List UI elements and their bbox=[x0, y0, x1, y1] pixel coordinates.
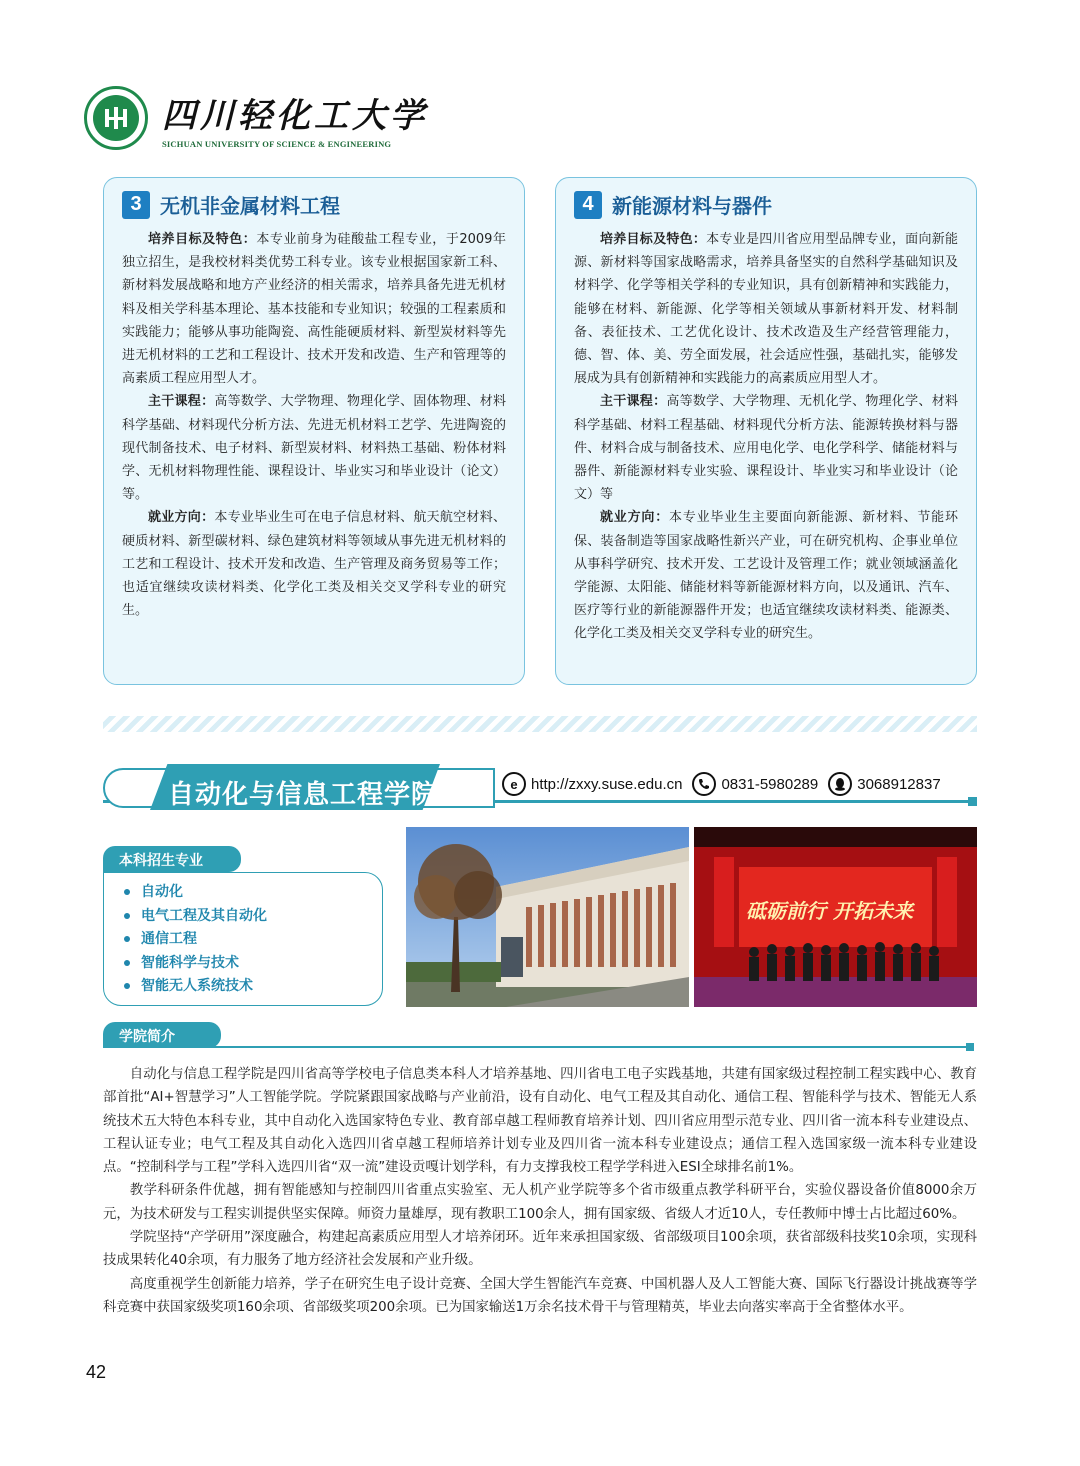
college-name: 自动化与信息工程学院 bbox=[168, 780, 439, 810]
program-card-4 bbox=[555, 177, 977, 685]
university-logo bbox=[84, 86, 428, 150]
intro-label: 学院简介 bbox=[103, 1022, 221, 1048]
logo-chinese-name: 四川轻化工大学 bbox=[162, 95, 428, 136]
major-item: 通信工程 bbox=[124, 928, 267, 952]
intro-paragraph: 教学科研条件优越，拥有智能感知与控制四川省重点实验室、无人机产业学院等多个省市级重点教学科研平台，实验仪器设备价值8000余万元，为技术研发与工程实训提供坚实保障。师资力量雄厚，现有教职工100余人，拥有国家级、省级人才近10人，专任教师中博士占比超过60%。 bbox=[103, 1183, 977, 1222]
intro-rule-end bbox=[966, 1043, 974, 1051]
phone-icon bbox=[692, 772, 716, 796]
page-number: 42 bbox=[86, 1362, 107, 1382]
program-career: 就业方向：本专业毕业生可在电子信息材料、航天航空材料、硬质材料、新型碳材料、绿色建筑材料等领域从事先进无机材料的工艺和工程设计、技术开发和改造、生产管理及商务贸易等工作；也适宜继续攻读材料类、化学化工类及相关交叉学科专业的研究生。 bbox=[122, 510, 506, 619]
college-qq: 3068912837 bbox=[857, 775, 941, 793]
intro-paragraph: 自动化与信息工程学院是四川省高等学校电子信息类本科人才培养基地、四川省电工电子实践基地，共建有国家级过程控制工程实践中心、教育部首批“AI+智慧学习”人工智能学院。学院紧跟国家战略与产业前沿，设有自动化、电气工程及其自动化、通信工程、智能科学与技术、智能无人系统技术五大特色本科专业，其中自动化入选国家特色专业、教育部卓越工程师教育培养计划、四川省应用型示范专业、四川省一流本科专业建设点、工程认证专业；电气工程及其自动化入选四川省卓越工程师培养计划专业及四川省一流本科专业建设点；通信工程入选国家级一流本科专业建设点。“控制科学与工程”学科入选四川省“双一流”建设贡嘎计划学科，有力支撑我校工程学学科进入ESI全球排名前1%。 bbox=[103, 1067, 977, 1176]
event-group-photo bbox=[694, 827, 977, 1007]
logo-english-name: SICHUAN UNIVERSITY OF SCIENCE & ENGINEERING bbox=[162, 138, 392, 149]
program-goal: 培养目标及特色：本专业前身为硅酸盐工程专业，于2009年独立招生，是我校材料类优势工科专业。该专业根据国家新工科、新材料发展战略和地方产业经济的相关需求，培养具备先进无机材料及相关学科基本理论、基本技能和专业知识；较强的工程素质和实践能力；能够从事功能陶瓷、高性能硬质材料、新型炭材料等先进无机材料的工艺和工程设计、技术开发和改造、生产和管理等的高素质工程应用型人才。 bbox=[122, 232, 506, 387]
college-website[interactable]: http://zxxy.suse.edu.cn bbox=[531, 775, 683, 793]
college-phone: 0831-5980289 bbox=[721, 775, 819, 793]
university-seal-icon bbox=[84, 86, 148, 150]
program-title: 无机非金属材料工程 bbox=[160, 194, 340, 218]
campus-building-photo bbox=[406, 827, 689, 1007]
program-title: 新能源材料与器件 bbox=[612, 194, 772, 218]
major-item: 智能科学与技术 bbox=[124, 952, 267, 976]
program-goal: 培养目标及特色：本专业是四川省应用型品牌专业，面向新能源、新材料等国家战略需求，培养具备坚实的自然科学基础知识及材料学、化学等相关学科的专业知识，具有创新精神和实践能力，能够在材料、新能源、化学等相关领域从事新材料开发、材料制备、表征技术、工艺优化设计、技术改造及生产经营管理能力，德、智、体、美、劳全面发展，社会适应性强，基础扎实，能够发展成为具有创新精神和实践能力的高素质应用型人才。 bbox=[574, 232, 958, 387]
program-card-3 bbox=[103, 177, 525, 685]
banner-rule-end bbox=[968, 797, 977, 806]
qq-icon bbox=[828, 772, 852, 796]
section-divider bbox=[103, 716, 977, 732]
program-career: 就业方向：本专业毕业生主要面向新能源、新材料、节能环保、装备制造等国家战略性新兴产业，可在研究机构、企事业单位从事科学研究、技术开发、工艺设计及管理工作；就业领域涵盖化学能源、太阳能、储能材料等新能源材料方向，以及通讯、汽车、医疗等行业的新能源器件开发；也适宜继续攻读材料类、能源类、化学化工类及相关交叉学科专业的研究生。 bbox=[574, 510, 958, 642]
program-number-badge: 3 bbox=[122, 191, 150, 219]
majors-label: 本科招生专业 bbox=[103, 846, 241, 872]
event-banner-text: 砥砺前行 开拓未来 bbox=[746, 899, 913, 923]
major-item: 自动化 bbox=[124, 881, 267, 905]
majors-box bbox=[103, 872, 383, 1006]
college-intro bbox=[103, 1063, 977, 1319]
major-item: 电气工程及其自动化 bbox=[124, 905, 267, 929]
intro-rule bbox=[103, 1046, 969, 1048]
intro-paragraph: 高度重视学生创新能力培养，学子在研究生电子设计竞赛、全国大学生智能汽车竞赛、中国机器人及人工智能大赛、国际飞行器设计挑战赛等学科竞赛中获国家级奖项160余项、省部级奖项200余项。已为国家输送1万余名技术骨干与管理精英，毕业去向落实率高于全省整体水平。 bbox=[103, 1276, 977, 1315]
web-icon: e bbox=[502, 772, 526, 796]
major-item: 智能无人系统技术 bbox=[124, 975, 267, 999]
college-contacts bbox=[502, 772, 951, 796]
intro-paragraph: 学院坚持“产学研用”深度融合，构建起高素质应用型人才培养闭环。近年来承担国家级、省部级项目100余项，获省部级科技奖10余项，实现科技成果转化40余项，有力服务了地方经济社会发展和产业升级。 bbox=[103, 1230, 977, 1269]
program-courses: 主干课程：高等数学、大学物理、无机化学、物理化学、材料科学基础、材料工程基础、材料现代分析方法、能源转换材料与器件、材料合成与制备技术、应用电化学、电化学科学、储能材料与器件、新能源材料专业实验、课程设计、毕业实习和毕业设计（论文）等 bbox=[574, 394, 958, 503]
program-number-badge: 4 bbox=[574, 191, 602, 219]
program-courses: 主干课程：高等数学、大学物理、物理化学、固体物理、材料科学基础、材料现代分析方法、先进无机材料工艺学、先进陶瓷的现代制备技术、电子材料、新型炭材料、材料热工基础、粉体材料学、无机材料物理性能、课程设计、毕业实习和毕业设计（论文）等。 bbox=[122, 394, 506, 503]
